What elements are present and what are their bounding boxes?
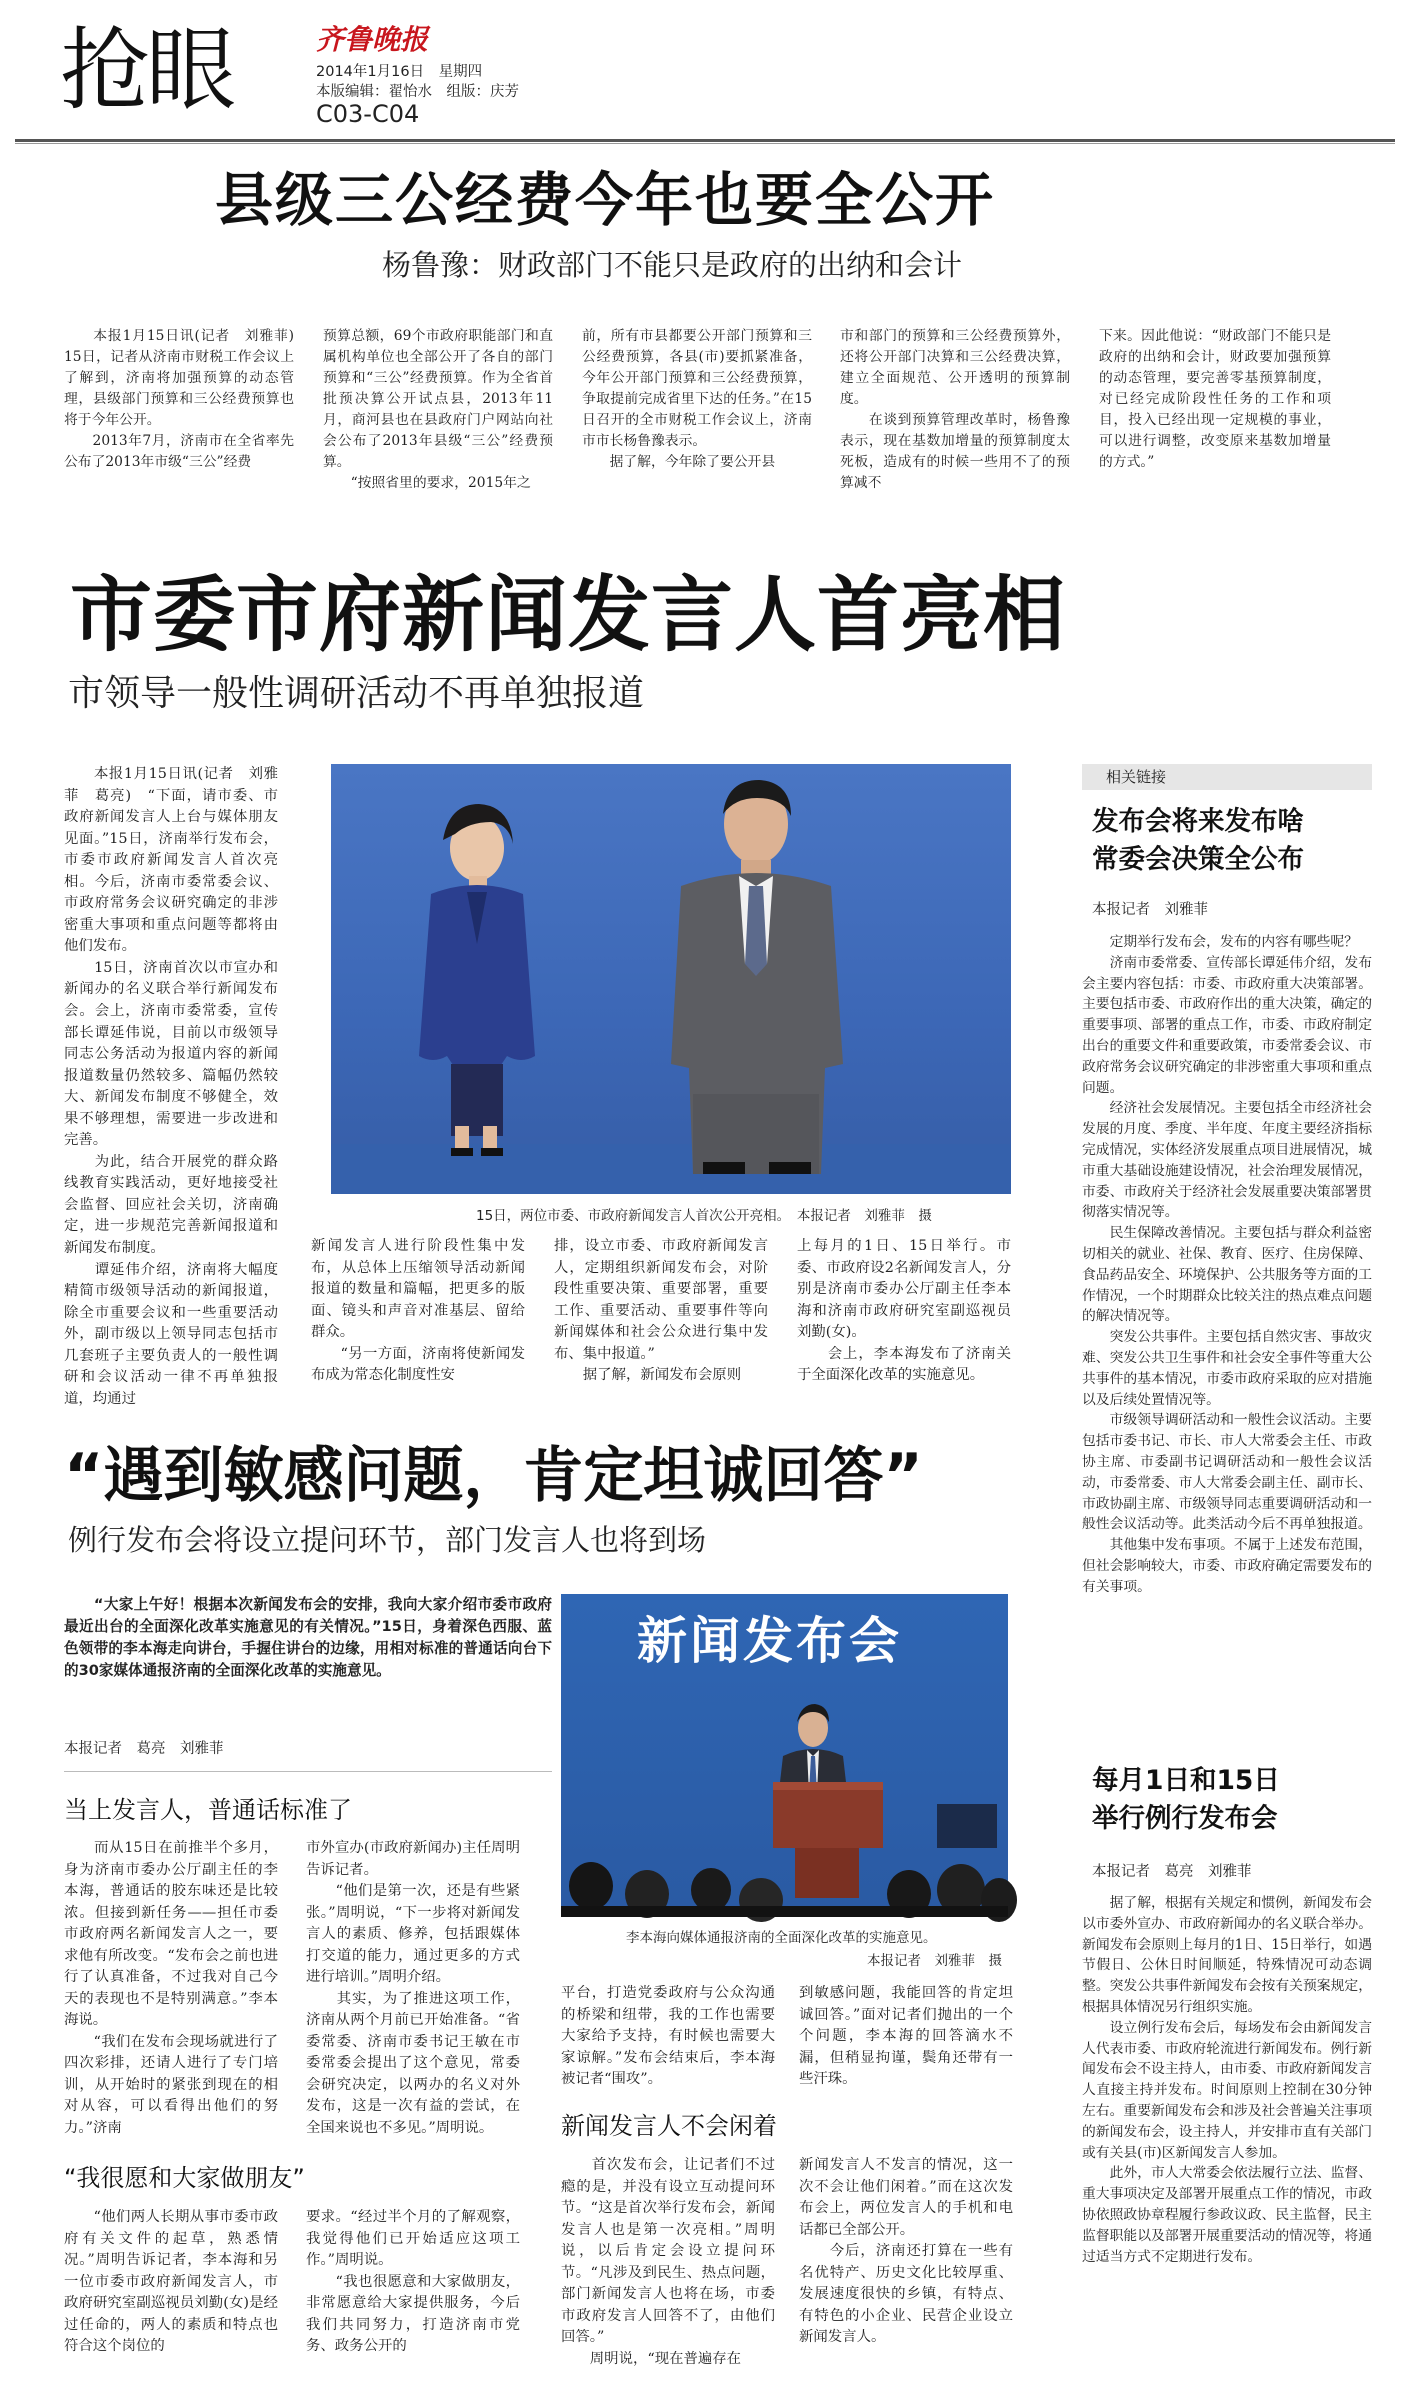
article3-subsection-3: 新闻发言人不会闲着 xyxy=(561,2112,777,2140)
press-conference-credit: 本报记者 刘雅菲 摄 xyxy=(867,1953,1002,1969)
article3-col4: 到敏感问题，我能回答的肯定坦诚回答。”面对记者们抛出的一个个问题，李本海的回答滴水不漏，但稍显拘谨，鬓角还带有一些汗珠。 xyxy=(799,1985,1013,2087)
sidebar-headline-2b: 举行例行发布会 xyxy=(1092,1803,1278,1834)
sidebar-headline-2a: 每月1日和15日 xyxy=(1092,1765,1280,1796)
sidebar-byline-1: 本报记者 刘雅菲 xyxy=(1092,902,1208,918)
article2-column-4: 上每月的1日、15日举行。市委、市政府设2名新闻发言人，分别是济南市委办公厅副主任李本海和济南市政府研究室副巡视员刘勤(女)。 会上，李本海发布了济南关于全面深化改革的实施意见。 xyxy=(797,1238,1011,1384)
article2-subhead: 市领导一般性调研活动不再单独报道 xyxy=(68,673,645,714)
article3-col1-top: 而从15日在前推半个多月，身为济南市委办公厅副主任的李本海，普通话的胶东味还是比较浓。但接到新任务——担任市委市政府两名新闻发言人之一，要求他有所改变。“发布会之前也进行了认真准备，不过我对自己今天的表现也不是特别满意。”李本海说。 “我们在发布会现场就进行了四次彩排，还请人进行了专门培训，从开始时的紧张到现在的相对从容，可以看得出他们的努力。”济南 xyxy=(64,1840,278,2136)
press-conference-photo xyxy=(561,1594,1008,1917)
related-links-tag: 相关链接 xyxy=(1082,764,1372,790)
issue-date: 2014年1月16日 星期四 xyxy=(316,64,483,80)
newspaper-logo: 齐鲁晚报 xyxy=(316,23,429,56)
article3-byline: 本报记者 葛亮 刘雅菲 xyxy=(64,1741,224,1757)
page-editors: 本版编辑：翟怡水 组版：庆芳 xyxy=(316,84,519,100)
press-conference-caption: 李本海向媒体通报济南的全面深化改革的实施意见。 xyxy=(626,1930,937,1946)
article3-subhead: 例行发布会将设立提问环节，部门发言人也将到场 xyxy=(68,1523,707,1557)
article3-subsection-1: 当上发言人，普通话标准了 xyxy=(64,1796,352,1824)
masthead-rule-thin xyxy=(15,143,1395,144)
sidebar-byline-2: 本报记者 葛亮 刘雅菲 xyxy=(1092,1864,1252,1880)
article3-col3: 平台，打造党委政府与公众沟通的桥梁和纽带，我的工作也需要大家给予支持，有时候也需要大家谅解。”发布会结束后，李本海被记者“围攻”。 xyxy=(561,1985,775,2087)
sidebar-headline-1b: 常委会决策全公布 xyxy=(1092,844,1304,875)
sidebar-body-1: 定期举行发布会，发布的内容有哪些呢？ 济南市委常委、宣传部长谭延伟介绍，发布会主要内容包括：市委、市政府重大决策部署。主要包括市委、市政府作出的重大决策，确定的重要事项、部署的重点工作，市委、市政府制定出台的重要文件和重要政策，市委常委会议、市政府常务会议研究确定的非涉密重大事项和重点问题。 经济社会发展情况。主要包括全市经济社会发展的月度、季度、半年度、年度主要经济指标完成情况，实体经济发展重点项目进展情况，城市重大基础设施建设情况，社会治理发展情况，市委、市政府关于经济社会发展重要决策部署贯彻落实情况等。 民生保障改善情况。主要包括与群众利益密切相关的就业、社保、教育、医疗、住房保障、食品药品安全、环境保护、公共服务等方面的工作情况，一个时期群众比较关注的热点难点问题的解决情况等。 突发公共事件。主要包括自然灾害、事故灾难、突发公共卫生事件和社会安全事件等重大公共事件的基本情况，市委市政府采取的应对措施以及后续处置情况等。 市级领导调研活动和一般性会议活动。主要包括市委书记、市长、市人大常委会主任、市政协主席、市委副书记调研活动和一般性会议活动，市委常委、市人大常委会副主任、副市长、市政协副主席、市级领导同志重要调研活动和一般性会议活动等。此类活动今后不再单独报道。 其他集中发布事项。不属于上述发布范围，但社会影响较大，市委、市政府确定需要发布的有关事项。 xyxy=(1082,934,1372,1595)
sidebar-headline-1a: 发布会将来发布啥 xyxy=(1092,806,1304,837)
article3-col1-bottom: “他们两人长期从事市委市政府有关文件的起草，熟悉情况。”周明告诉记者，李本海和另一位市委市政府新闻发言人，市政府研究室副巡视员刘勤(女)是经过任命的，两人的素质和特点也符合这个岗位的 xyxy=(64,2209,278,2354)
article3-headline: “遇到敏感问题，肯定坦诚回答” xyxy=(64,1441,923,1511)
article1-subhead: 杨鲁豫：财政部门不能只是政府的出纳和会计 xyxy=(382,248,963,282)
article2-column-2: 新闻发言人进行阶段性集中发布，从总体上压缩领导活动新闻报道的数量和篇幅，把更多的版面、镜头和声音对准基层、留给群众。 “另一方面，济南将使新闻发布成为常态化制度性安 xyxy=(311,1238,525,1384)
spokespersons-photo xyxy=(331,764,1011,1194)
page-numbers: C03-C04 xyxy=(316,100,420,128)
article1-headline: 县级三公经费今年也要全公开 xyxy=(215,166,996,234)
press-conference-scene xyxy=(561,1594,1008,1917)
article3-col2-top: 市外宣办(市政府新闻办)主任周明告诉记者。 “他们是第一次，还是有些紧张。”周明说，“下一步将对新闻发言人的素质、修养，包括跟媒体打交道的能力，通过更多的方式进行培训。”周明介绍。 其实，为了推进这项工作，济南从两个月前已开始准备。“省委常委、济南市委书记王敏在市委常委会提出了这个意见，常委会研究决定，以两办的名义对外发布，这是一次有益的尝试，在全国来说也不多见。”周明说。 xyxy=(306,1840,520,2136)
article1-column-4: 市和部门的预算和三公经费预算外，还将公开部门决算和三公经费决算，建立全面规范、公开透明的预算制度。 在谈到预算管理改革时，杨鲁豫表示，现在基数加增量的预算制度太死板，造成有的时候一些用不了的预算减不 xyxy=(840,328,1070,491)
article3-col4-bottom: 新闻发言人不发言的情况，这一次不会让他们闲着。”而在这次发布会上，两位发言人的手机和电话都已全部公开。 今后，济南还打算在一些有名优特产、历史文化比较厚重、发展速度很快的乡镇，有特点、有特色的小企业、民营企业设立新闻发言人。 xyxy=(799,2157,1013,2345)
article3-subsection-2: “我很愿和大家做朋友” xyxy=(64,2164,305,2192)
article2-headline: 市委市府新闻发言人首亮相 xyxy=(70,568,1067,663)
article3-col2-bottom: 要求。“经过半个月的了解观察，我觉得他们已开始适应这项工作。”周明说。 “我也很愿意和大家做朋友，非常愿意给大家提供服务，今后我们共同努力，打造济南市党务、政务公开的 xyxy=(306,2209,520,2354)
article3-byline-rule xyxy=(64,1771,552,1772)
spokespersons-figures xyxy=(331,764,1011,1194)
article3-lead: “大家上午好！根据本次新闻发布会的安排，我向大家介绍市委市政府最近出台的全面深化改革实施意见的有关情况。”15日，身着深色西服、蓝色领带的李本海走向讲台，手握住讲台的边缘，用相对标准的普通话向台下的30家媒体通报济南的全面深化改革的实施意见。 xyxy=(64,1596,552,1679)
article1-column-5: 下来。因此他说：“财政部门不能只是政府的出纳和会计，财政要加强预算的动态管理，要完善零基预算制度，对已经完成阶段性任务的工作和项目，投入已经出现一定规模的事业，可以进行调整，改变原来基数加增量的方式。” xyxy=(1099,328,1331,470)
masthead-rule-thick xyxy=(15,139,1395,142)
article2-column-3: 排，设立市委、市政府新闻发言人，定期组织新闻发布会，对阶段性重要决策、重要部署，重要工作、重要活动、重要事件等向新闻媒体和社会公众进行集中发布、集中报道。” 据了解，新闻发布会原则 xyxy=(554,1238,768,1384)
spokespersons-photo-caption: 15日，两位市委、市政府新闻发言人首次公开亮相。 本报记者 刘雅菲 摄 xyxy=(476,1208,932,1224)
article1-column-3: 前，所有市县都要公开部门预算和三公经费预算，各县(市)要抓紧准备，今年公开部门预算和三公经费预算，争取提前完成省里下达的任务。”在15日召开的全市财税工作会议上，济南市市长杨鲁豫表示。 据了解，今年除了要公开县 xyxy=(582,328,812,470)
article1-column-1: 本报1月15日讯(记者 刘雅菲) 15日，记者从济南市财税工作会议上了解到，济南将加强预算的动态管理，县级部门预算和三公经费预算也将于今年公开。 2013年7月，济南市在全省率先公布了2013年市级“三公”经费 xyxy=(64,328,294,470)
press-banner-text: 新闻发布会 xyxy=(637,1612,902,1670)
article2-lead-column: 本报1月15日讯(记者 刘雅菲 葛亮) “下面，请市委、市政府新闻发言人上台与媒体朋友见面。”15日，济南举行发布会，市委市政府新闻发言人首次亮相。今后，济南市委常委会议、市政府常务会议研究确定的非涉密重大事项和重点问题等都将由他们发布。 15日，济南首次以市宣办和新闻办的名义联合举行新闻发布会。会上，济南市委常委，宣传部长谭延伟说，目前以市级领导同志公务活动为报道内容的新闻报道数量仍然较多、篇幅仍然较大、新闻发布制度不够健全，效果不够理想，需要进一步改进和完善。 为此，结合开展党的群众路线教育实践活动，更好地接受社会监督、回应社会关切，济南确定，进一步规范完善新闻报道和新闻发布制度。 谭延伟介绍，济南将大幅度精简市级领导活动的新闻报道，除全市重要会议和一些重要活动外，副市级以上领导同志包括市几套班子主要负责人的一般性调研和会议活动一律不再单独报道，均通过 xyxy=(64,766,278,1407)
sidebar-body-2: 据了解，根据有关规定和惯例，新闻发布会以市委外宣办、市政府新闻办的名义联合举办。新闻发布会原则上每月的1日、15日举行，如遇节假日、公休日时间顺延，特殊情况可动态调整。突发公共事件新闻发布会按有关预案规定，根据具体情况另行组织实施。 设立例行发布会后，每场发布会由新闻发言人代表市委、市政府轮流进行新闻发布。例行新闻发布会不设主持人，由市委、市政府新闻发言人直接主持并发布。时间原则上控制在30分钟左右。重要新闻发布会和涉及社会普遍关注事项的新闻发布会，设主持人，并安排市直有关部门或有关县(市)区新闻发言人参加。 此外，市人大常委会依法履行立法、监督、重大事项决定及部署开展重点工作的情况，市政协依照政协章程履行参政议政、民主监督，民主监督职能以及部署开展重要活动的情况等，将通过适当方式不定期进行发布。 xyxy=(1082,1895,1372,2265)
section-title: 抢眼 xyxy=(60,18,232,123)
article1-column-2: 预算总额，69个市政府职能部门和直属机构单位也全部公开了各自的部门预算和“三公”经费预算。作为全省首批预决算公开试点县，2013年11月，商河县也在县政府门户网站向社会公布了2013年县级“三公”经费预算。 “按照省里的要求，2015年之 xyxy=(323,328,553,491)
article3-col3-bottom: 首次发布会，让记者们不过瘾的是，并没有设立互动提问环节。“这是首次举行发布会，新闻发言人也是第一次亮相。”周明说，以后肯定会设立提问环节。“凡涉及到民生、热点问题，部门新闻发言人也将在场，市委市政府发言人回答不了，由他们回答。” 周明说，“现在普遍存在 xyxy=(561,2157,775,2367)
